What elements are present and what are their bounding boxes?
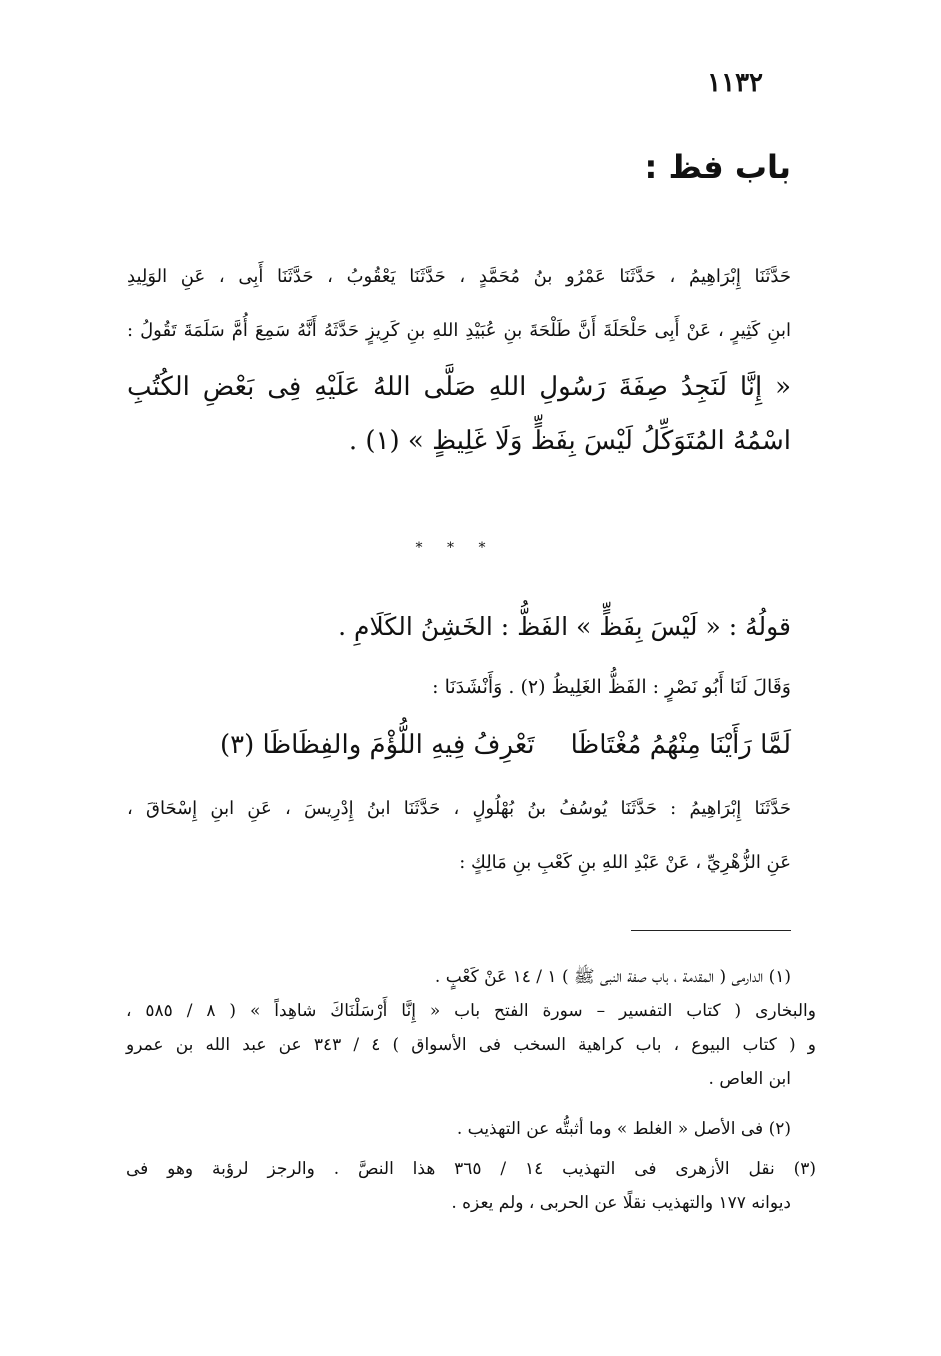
isnad-line: حَدَّثَنَا إِبْرَاهِيمُ ، حَدَّثَنَا عَمْرُو بنُ مُحَمَّدٍ ، حَدَّثَنَا يَعْقُوبُ ، حَدَّثَنَا أَبِى ، عَنِ الوَلِيدِ	[127, 266, 791, 287]
isnad-line: عَنِ الزُّهْرِيِّ ، عَنْ عَبْدِ اللهِ بنِ كَعْبِ بنِ مَالِكٍ :	[459, 852, 791, 873]
footnote-1-continuation: و ( كتاب البيوع ، باب كراهية السخب فى الأسواق ) ٤ / ٣٤٣ عن عبد الله بن عمرو	[126, 1035, 816, 1055]
isnad-line: حَدَّثَنَا إِبْرَاهِيمُ : حَدَّثَنَا يُوسُفُ بنُ بُهْلُولٍ ، حَدَّثَنَا ابنُ إِدْرِيسَ ، عَنِ ابنِ إِسْحَاقَ ،	[127, 798, 791, 819]
footnote-1-continuation: والبخارى ( كتاب التفسير – سورة الفتح باب « إِنَّا أَرْسَلْنَاكَ شاهِداً » ( ٨ / ٥٨٥ ،	[126, 1001, 816, 1021]
page-number: ١١٣٢	[707, 68, 763, 98]
verse-second-hemistich: تَعْرِفُ فِيهِ اللُّؤْمَ والفِظَاظَا (٣)	[220, 730, 535, 760]
footnote-1-continuation: ابن العاص .	[708, 1069, 791, 1089]
commentary-heading: قولُهُ : « لَيْسَ بِفَظٍّ » الفَظُّ : الخَشِنُ الكَلَامِ .	[338, 612, 791, 641]
hadith-text-line: اسْمُهُ المُتَوَكِّلُ لَيْسَ بِفَظٍّ وَلَا غَلِيظٍ » (١) .	[348, 426, 791, 456]
footnote-3: (٣) نقل الأزهرى فى التهذيب ١٤ / ٣٦٥ هذا النصَّ . والرجز لرؤبة وهو فى	[126, 1159, 816, 1179]
footnote-2: (٢) فى الأصل « الغلط » وما أثبتُّه عن التهذيب .	[456, 1119, 791, 1139]
section-separator: * * *	[415, 540, 496, 556]
footnote-3-continuation: ديوانه ١٧٧ والتهذيب نقلًا عن الحربى ، ولم يعزه .	[451, 1193, 791, 1213]
isnad-line: ابنِ كَثِيرٍ ، عَنْ أَبِى حَلْحَلَةَ أَنَّ طَلْحَةَ بنِ عُبَيْدِ اللهِ بنِ كَرِيزٍ حَدَّثَهُ أَنَّهُ سَمِعَ أُمَّ سَلَمَةَ تَقُولُ :	[127, 320, 791, 341]
verse-first-hemistich: لَمَّا رَأَيْنَا مِنْهُمُ مُغْتَاظَا	[570, 730, 791, 760]
chapter-title: باب فظ :	[644, 148, 791, 186]
commentary-narration: وَقَالَ لَنَا أَبُو نَصْرٍ : الفَظُّ الغَلِيظُ (٢) . وَأَنْشَدَنَا :	[432, 676, 791, 698]
hadith-text-line: « إِنَّا لَنَجِدُ صِفَةَ رَسُولِ اللهِ صَلَّى اللهُ عَلَيْهِ فِى بَعْضِ الكُتُبِ	[127, 372, 791, 402]
poetry-verse	[220, 730, 791, 760]
footnote-1: (١) الدارمى ( المقدمة ، باب صفة النبى ﷺ ) ١ / ١٤ عَنْ كَعْبٍ .	[434, 967, 791, 987]
footnote-divider	[631, 930, 791, 931]
